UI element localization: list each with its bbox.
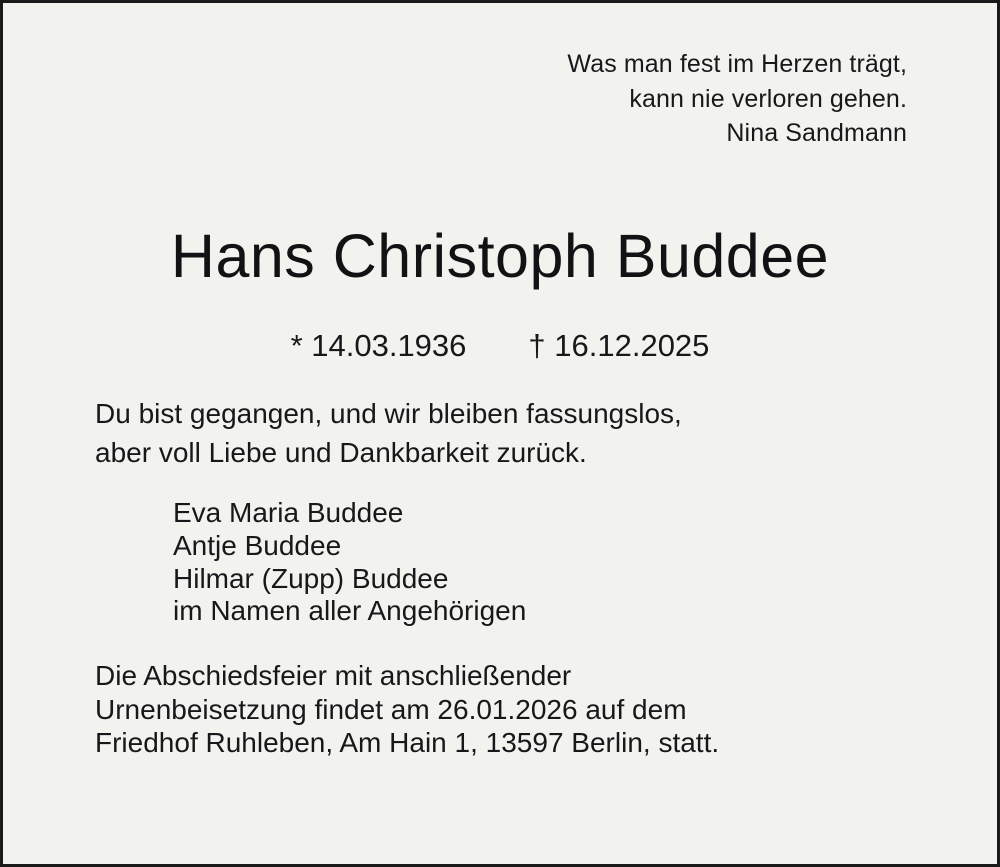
ceremony-line-3: Friedhof Ruhleben, Am Hain 1, 13597 Berlin, statt. [95, 727, 720, 759]
memorial-message [95, 395, 682, 472]
ceremony-details [95, 659, 719, 760]
family-member-1: Eva Maria Buddee [173, 497, 404, 528]
epigraph-line-2: kann nie verloren gehen. [629, 84, 907, 113]
birth-date: * 14.03.1936 [290, 328, 467, 363]
ceremony-line-1: Die Abschiedsfeier mit anschließender [95, 660, 572, 691]
epigraph-quote [567, 47, 907, 151]
family-closing-line: im Namen aller Angehörigen [173, 595, 527, 627]
family-list [173, 497, 526, 628]
death-date: † 16.12.2025 [528, 328, 710, 363]
memorial-message-line-1: Du bist gegangen, und wir bleiben fassungslos, [95, 398, 682, 429]
epigraph-line-1: Was man fest im Herzen trägt, [567, 50, 907, 78]
ceremony-line-2: Urnenbeisetzung findet am 26.01.2026 auf dem [95, 693, 687, 725]
deceased-name: Hans Christoph Buddee [170, 222, 830, 290]
epigraph-author: Nina Sandmann [726, 119, 907, 147]
memorial-message-line-2: aber voll Liebe und Dankbarkeit zurück. [95, 436, 587, 468]
family-member-2: Antje Buddee [173, 529, 342, 561]
family-member-3: Hilmar (Zupp) Buddee [173, 562, 449, 594]
notice-content [3, 3, 997, 864]
life-dates [3, 328, 997, 364]
